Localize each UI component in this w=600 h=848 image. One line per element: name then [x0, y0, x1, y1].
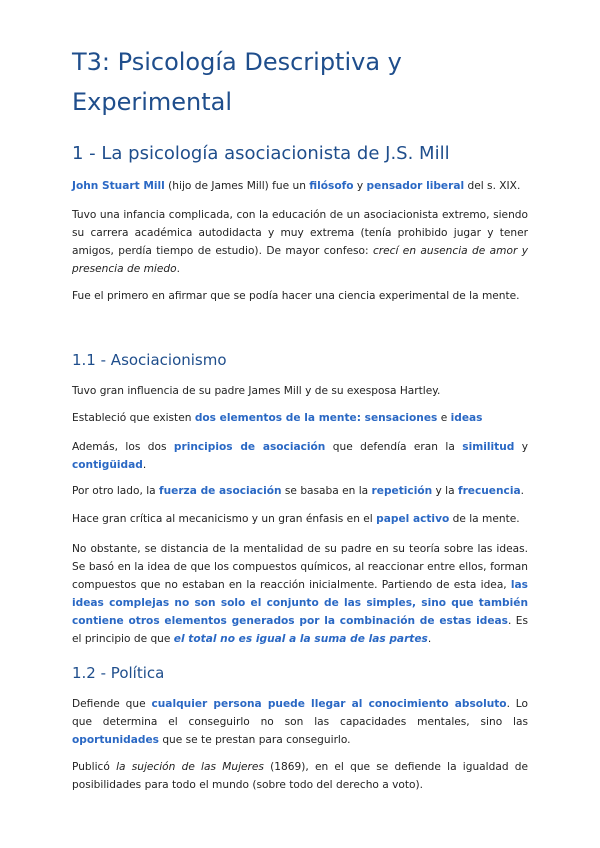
paragraph-publication: Publicó la sujeción de las Mujeres (1869), en el que se defiende la igualdad de posibilidades para todo el mundo (sobre todo del derecho a voto).: [72, 761, 529, 791]
paragraph-childhood: Tuvo una infancia complicada, con la educación de un asociacionista extremo, siendo su carrera académica autodidacta y muy extrema (tenía prohibido jugar y tener amigos, perdía tiempo de estudio). De mayor confeso: crecí en ausencia de amor y presencia de miedo.: [72, 209, 528, 275]
page-title: T3: Psicología Descriptiva y Experimental: [72, 48, 402, 116]
paragraph-principles: Además, los dos principios de asociación que defendía eran la similitud y contigüidad.: [72, 441, 529, 471]
section-heading-asociacionismo: 1.1 - Asociacionismo: [72, 351, 227, 369]
paragraph-experimental-science: Fue el primero en afirmar que se podía hacer una ciencia experimental de la mente.: [72, 290, 520, 302]
section-heading-mill: 1 - La psicología asociacionista de J.S. Mill: [72, 143, 450, 164]
paragraph-complex-ideas: No obstante, se distancia de la mentalidad de su padre en su teoría sobre las ideas. Se basó en la idea de que los compuestos químicos, al reaccionar entre ellos, forman compuestos que no estaban en la reacción inicialmente. Partiendo de esta idea, las ideas complejas no son solo el conjunto de las simples, sino que también contiene otros elementos generados por la combinación de estas ideas. Es el principio de que el total no es igual a la suma de las partes.: [72, 543, 528, 645]
paragraph-absolute-knowledge: Defiende que cualquier persona puede llegar al conocimiento absoluto. Lo que determina el conseguirlo no son las capacidades mentales, sino las oportunidades que se te prestan para conseguirlo.: [72, 698, 528, 746]
paragraph-influence: Tuvo gran influencia de su padre James Mill y de su exesposa Hartley.: [72, 385, 441, 397]
paragraph-association-strength: Por otro lado, la fuerza de asociación se basaba en la repetición y la frecuencia.: [72, 485, 524, 497]
paragraph-mechanism-critique: Hace gran crítica al mecanicismo y un gran énfasis en el papel activo de la mente.: [72, 513, 520, 525]
section-heading-politica: 1.2 - Política: [72, 664, 165, 682]
paragraph-elements: Estableció que existen dos elementos de la mente: sensaciones e ideas: [72, 412, 483, 424]
paragraph-intro: John Stuart Mill (hijo de James Mill) fue un filósofo y pensador liberal del s. XIX.: [72, 180, 521, 192]
